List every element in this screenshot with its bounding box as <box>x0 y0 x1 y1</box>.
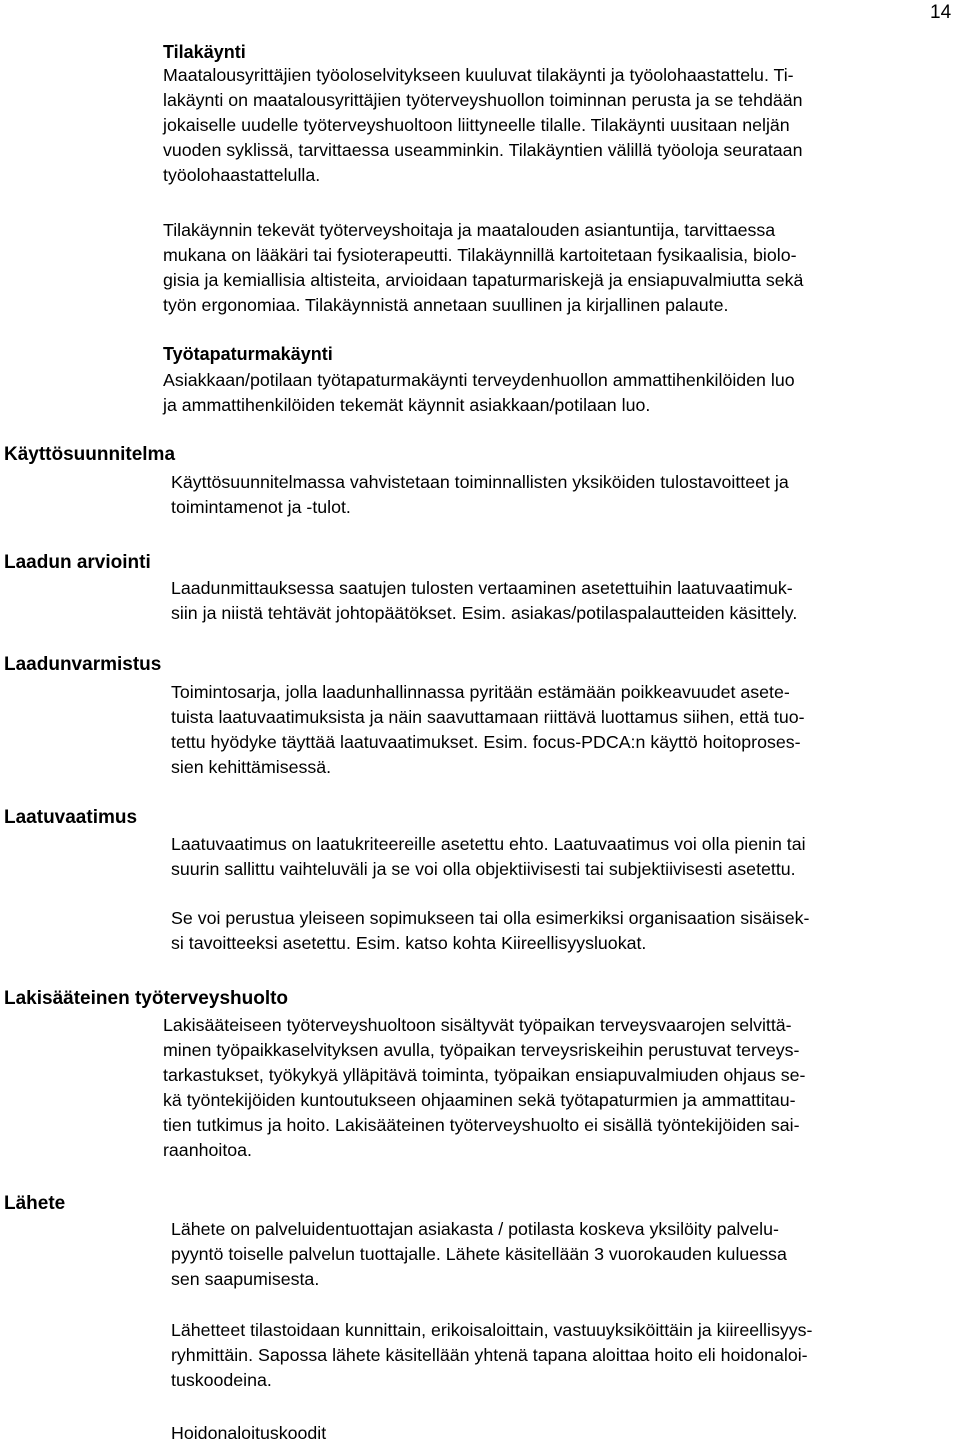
text-line: lakäynti on maatalousyrittäjien työterveyshuollon toiminnan perusta ja se tehdään <box>163 90 803 110</box>
text-line: si tavoitteeksi asetettu. Esim. katso kohta Kiireellisyysluokat. <box>171 933 647 953</box>
text-line: ja ammattihenkilöiden tekemät käynnit asiakkaan/potilaan luo. <box>163 395 651 415</box>
paragraph-lahete-2 <box>171 1318 812 1393</box>
heading-lakisaateinen-tyoterveyshuolto: Lakisääteinen työterveyshuolto <box>4 988 289 1009</box>
text-line: Tilakäynnin tekevät työterveyshoitaja ja maatalouden asiantuntija, tarvittaessa <box>163 220 776 240</box>
text-line: jokaiselle uudelle työterveyshuoltoon liittyneelle tilalle. Tilakäynti uusitaan neljän <box>163 115 790 135</box>
text-line: pyyntö toiselle palvelun tuottajalle. Lähete käsitellään 3 vuorokauden kuluessa <box>171 1244 787 1264</box>
text-line: minen työpaikkaselvityksen avulla, työpaikan terveysriskeihin perustuvat terveys- <box>163 1040 800 1060</box>
paragraph-tilakaynti-2 <box>163 218 803 318</box>
heading-tyotapaturmakaynti: Työtapaturmakäynti <box>163 344 333 364</box>
text-line: kä työntekijöiden kuntoutukseen ohjaaminen sekä työtapaturmien ja ammattitau- <box>163 1090 796 1110</box>
text-line: gisia ja kemiallisia altisteita, arvioidaan tapaturmariskejä ja ensiapuvalmiutta sekä <box>163 270 804 290</box>
text-line: tarkastukset, työkykyä ylläpitävä toiminta, työpaikan ensiapuvalmiuden ohjaus se- <box>163 1065 806 1085</box>
paragraph-laatuvaatimus-2 <box>171 906 809 956</box>
heading-tilakaynti: Tilakäynti <box>163 42 246 62</box>
text-line: mukana on lääkäri tai fysioterapeutti. Tilakäynnillä kartoitetaan fysikaalisia, biolo- <box>163 245 797 265</box>
page-number: 14 <box>930 2 952 23</box>
paragraph-tyotapaturmakaynti <box>163 368 795 418</box>
text-line: tien tutkimus ja hoito. Lakisääteinen työterveyshuolto ei sisällä työntekijöiden sai- <box>163 1115 800 1135</box>
text-line: siin ja niistä tehtävät johtopäätökset. Esim. asiakas/potilaspalautteiden käsittely. <box>171 603 798 623</box>
text-line: työn ergonomiaa. Tilakäynnistä annetaan suullinen ja kirjallinen palaute. <box>163 295 729 315</box>
heading-lahete: Lähete <box>4 1193 66 1214</box>
text-line: Lähete on palveluidentuottajan asiakasta / potilasta koskeva yksilöity palvelu- <box>171 1219 779 1239</box>
heading-laadun-arviointi: Laadun arviointi <box>4 552 151 573</box>
paragraph-tilakaynti-1 <box>163 63 803 188</box>
text-line: sen saapumisesta. <box>171 1269 320 1289</box>
text-line: tuskoodeina. <box>171 1370 272 1390</box>
hoidonaloituskoodit-text: Hoidonaloituskoodit <box>171 1423 327 1443</box>
text-line: vuoden syklissä, tarvittaessa useamminkin. Tilakäyntien välillä työoloja seurataan <box>163 140 803 160</box>
paragraph-lahete-1 <box>171 1217 787 1292</box>
text-line: Se voi perustua yleiseen sopimukseen tai olla esimerkiksi organisaation sisäisek- <box>171 908 810 928</box>
text-line: suurin sallittu vaihteluväli ja se voi olla objektiivisesti tai subjektiivisesti asetettu. <box>171 859 796 879</box>
paragraph-lahete-3 <box>171 1421 326 1446</box>
paragraph-laatuvaatimus-1 <box>171 832 806 882</box>
text-line: tuista laatuvaatimuksista ja näin saavuttamaan riittävä luottamus siihen, että tuo- <box>171 707 805 727</box>
paragraph-lakisaateinen <box>163 1013 805 1163</box>
paragraph-laadunvarmistus <box>171 680 805 780</box>
text-line: Maatalousyrittäjien työoloselvitykseen kuuluvat tilakäynti ja työolohaastattelu. Ti- <box>163 65 794 85</box>
heading-laadunvarmistus: Laadunvarmistus <box>4 654 162 675</box>
text-line: Lakisääteiseen työterveyshuoltoon sisältyvät työpaikan terveysvaarojen selvittä- <box>163 1015 792 1035</box>
text-line: työolohaastattelulla. <box>163 165 321 185</box>
text-line: toimintamenot ja -tulot. <box>171 497 351 517</box>
text-line: tettu hyödyke täyttää laatuvaatimukset. Esim. focus-PDCA:n käyttö hoitoproses- <box>171 732 801 752</box>
heading-kayttosuunnitelma: Käyttösuunnitelma <box>4 444 176 465</box>
text-line: Käyttösuunnitelmassa vahvistetaan toiminnallisten yksiköiden tulostavoitteet ja <box>171 472 789 492</box>
text-line: raanhoitoa. <box>163 1140 252 1160</box>
text-line: ryhmittäin. Sapossa lähete käsitellään yhtenä tapana aloittaa hoito eli hoidonaloi- <box>171 1345 808 1365</box>
text-line: Laadunmittauksessa saatujen tulosten vertaaminen asetettuihin laatuvaatimuk- <box>171 578 793 598</box>
text-line: Lähetteet tilastoidaan kunnittain, erikoisaloittain, vastuuyksiköittäin ja kiireellisyys- <box>171 1320 813 1340</box>
text-line: sien kehittämisessä. <box>171 757 332 777</box>
text-line: Asiakkaan/potilaan työtapaturmakäynti terveydenhuollon ammattihenkilöiden luo <box>163 370 795 390</box>
text-line: Laatuvaatimus on laatukriteereille asetettu ehto. Laatuvaatimus voi olla pienin tai <box>171 834 806 854</box>
paragraph-laadun-arviointi <box>171 576 797 626</box>
paragraph-kayttosuunnitelma <box>171 470 789 520</box>
heading-laatuvaatimus: Laatuvaatimus <box>4 807 138 828</box>
text-line: Toimintosarja, jolla laadunhallinnassa pyritään estämään poikkeavuudet asete- <box>171 682 790 702</box>
